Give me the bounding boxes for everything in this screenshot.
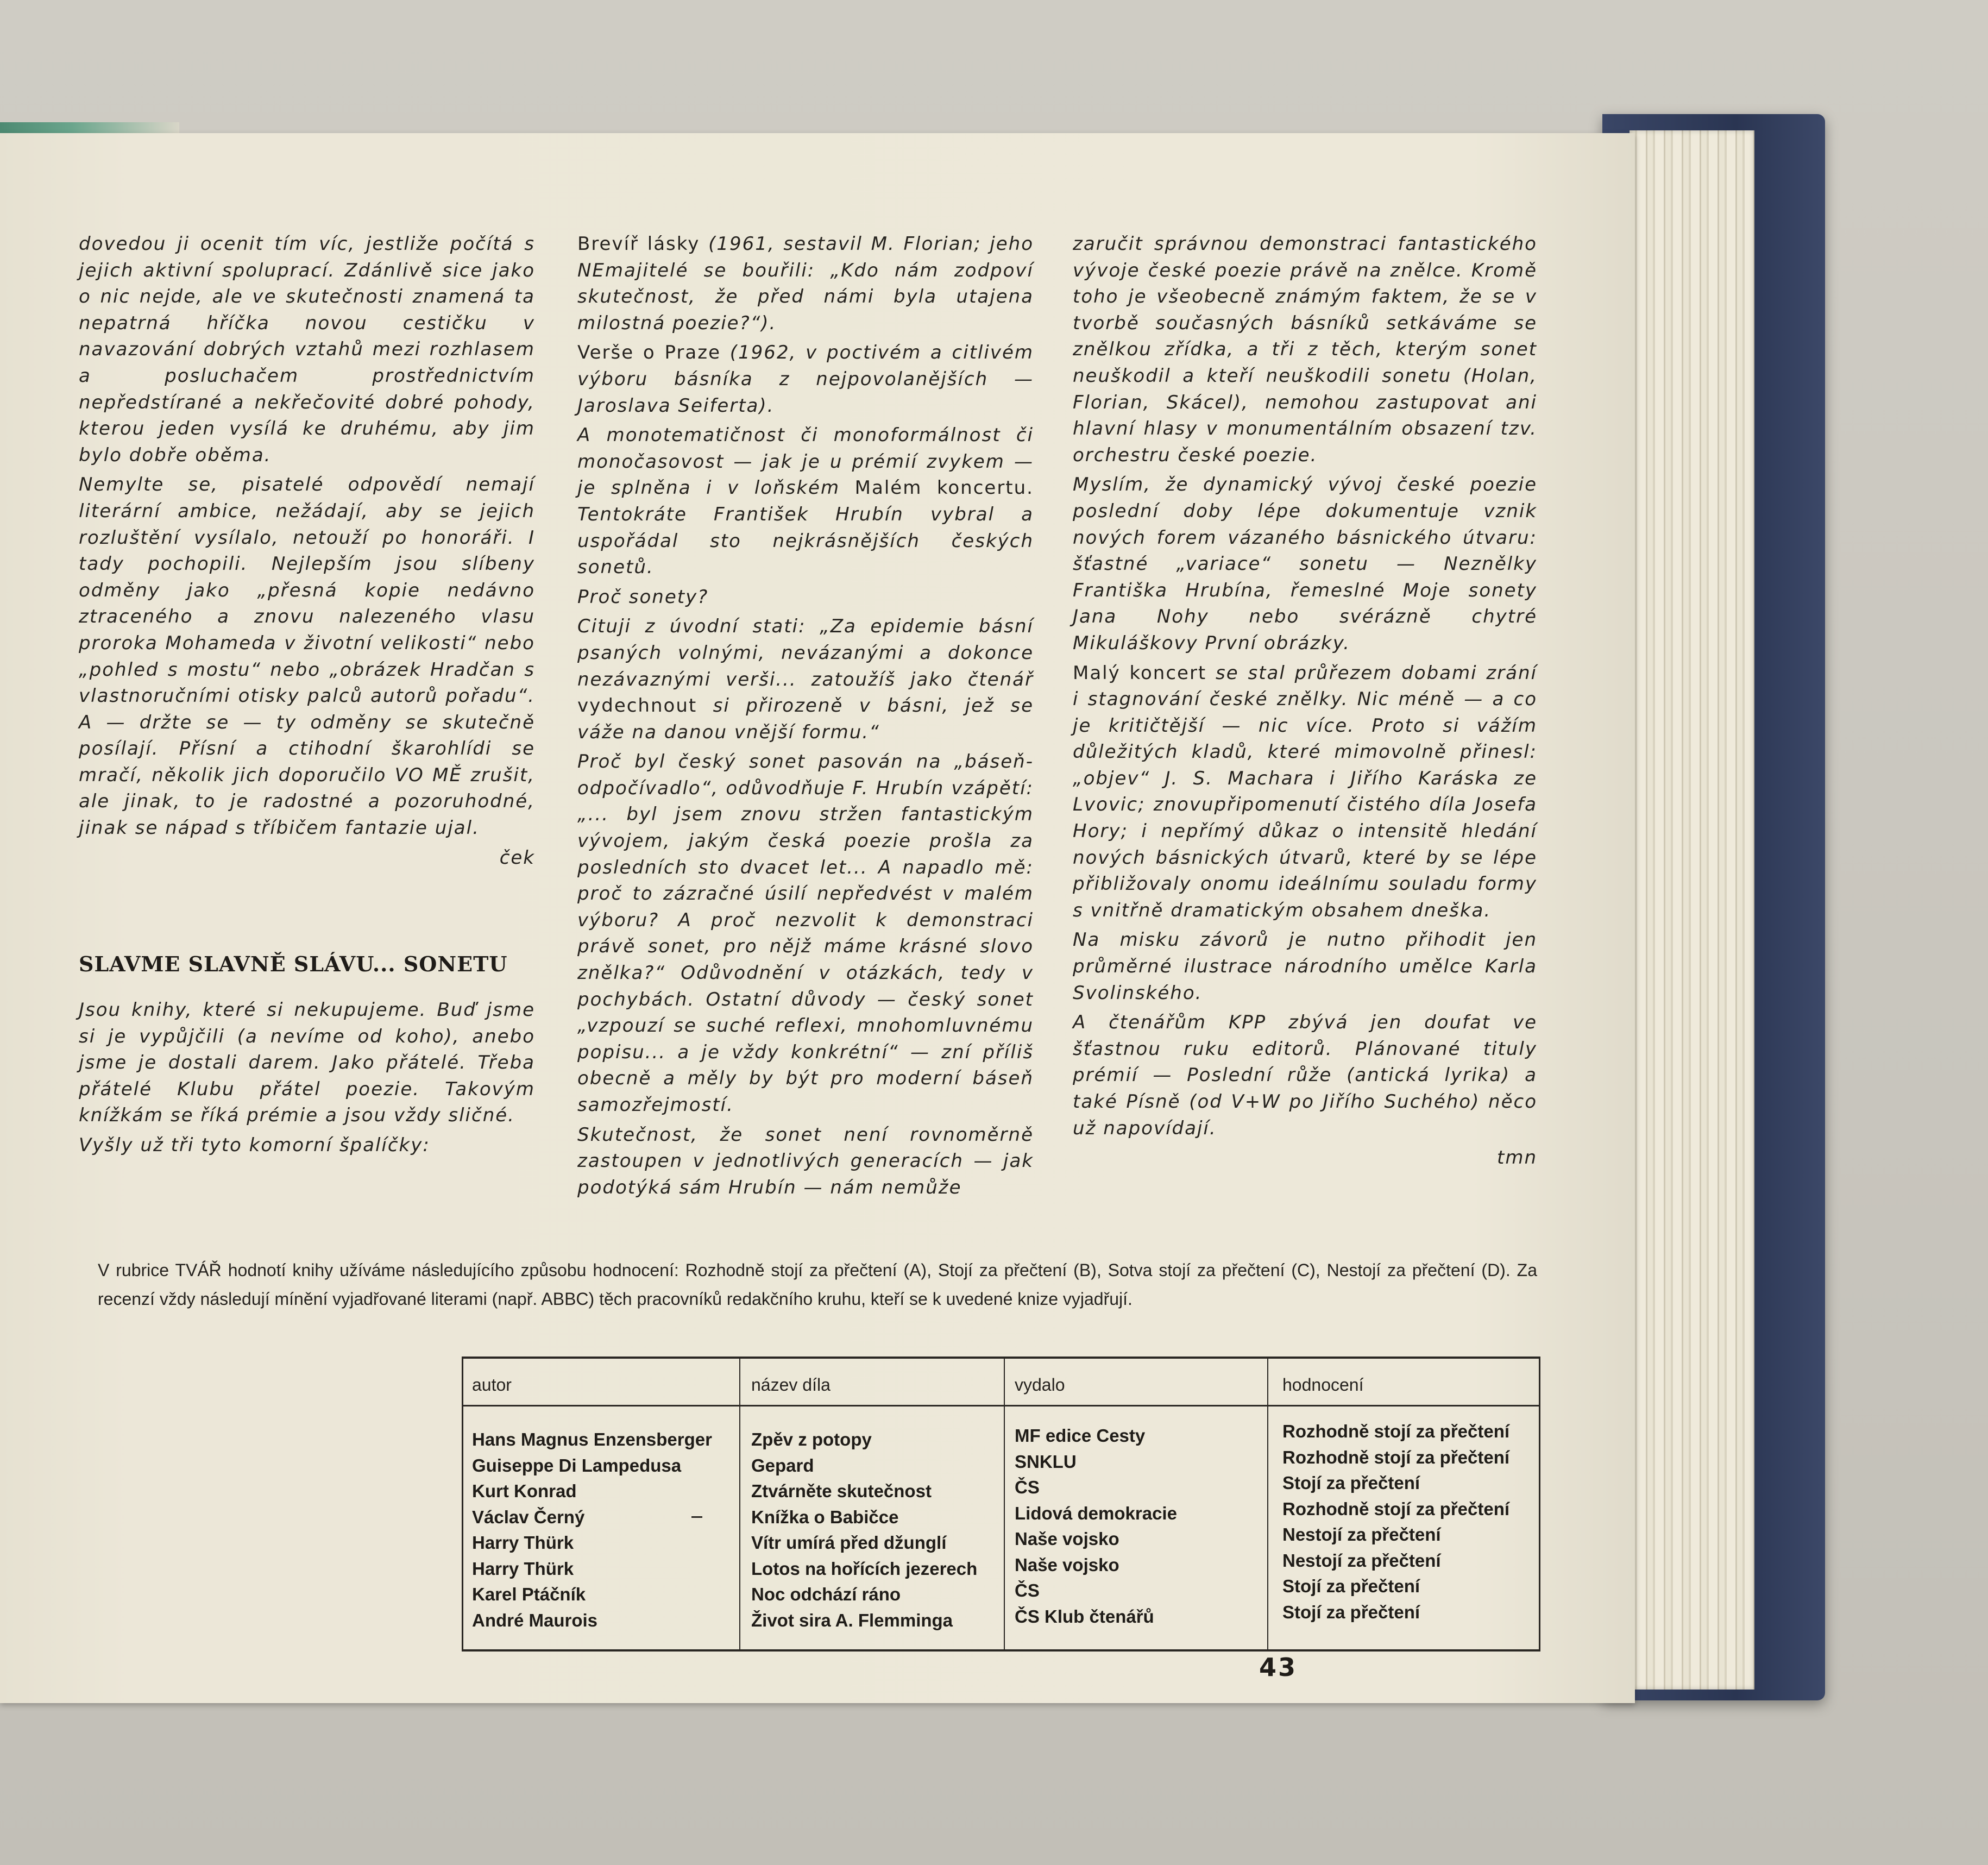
table-cell: Zpěv z potopy [751,1429,872,1449]
paragraph-text: A monotematičnost či monoformálnost či monočasovost — jak je u prémií zvykem — je splněna i v loňském [577,424,1034,499]
table-cell: Naše vojsko [1015,1529,1119,1549]
book-title: Malý koncert [1073,662,1207,684]
page-number: 43 [1259,1653,1298,1682]
column-hodnoceni [1282,1418,1509,1625]
table-cell: Stojí za přečtení [1282,1602,1420,1622]
paragraph [577,231,1034,336]
paragraph: Nemylte se, pisatelé odpovědí nemají literární ambice, nežádají, aby se jejich rozluštění vysílalo, netouží po honoráři. I tady pochopili. Nejlepším jsou slíbeny odměny jako „přesná kopie nedávno ztraceného a znovu nalezeného vlasu proroka Mohameda v životní velikosti“ nebo „pohled s mostu“ nebo „obrázek Hradčan s vlastnoručními otisky palců autorů pořadu“. A — držte se — ty odměny se skutečně posílají. Přísní a ctihodní škarohlídi se mračí, několik jich doporučilo VO MĚ zrušit, ale jinak, to je radostné a pozoruhodné, jinak se nápad s tříbičem fantazie ujal. [79,474,535,839]
book-title: Brevíř lásky [577,233,700,255]
table-cell: Nestojí za přečtení [1282,1550,1441,1571]
paragraph: Proč byl český sonet pasován na „báseň-odpočívadlo“, odůvodňuje F. Hrubín vzápětí: „... byl jsem znovu stržen fantastickým vývojem, jakým česká poezie prošla za posledních sto dvacet let... A napadlo mě: proč to zázračné úsilí nepředvést v malém výboru? A proč nezvolit k demonstraci právě sonet, pro nějž máme krásné slovo znělka?“ Odůvodnění v otázkách, tedy v pochybách. Ostatní důvody — český sonet „vzpouzí se suché reflexi, mnohomluvnému popisu... a je vždy konkrétní“ — zní příliš obecně a měly by být pro moderní báseň samozřejmostí. [577,751,1034,1116]
table-cell: Lidová demokracie [1015,1503,1177,1523]
book-title: Verše o Praze [577,342,721,364]
author-signature: ček [499,846,535,869]
paragraph: Vyšly už tři tyto komorní špalíčky: [79,1134,430,1156]
header-nazev: název díla [751,1375,831,1395]
rating-note: V rubrice TVÁŘ hodnotí knihy užíváme následujícího způsobu hodnocení: Rozhodně stojí za přečtení (A), Stojí za přečtení (B), Sotva stojí za přečtení (C), Nestojí za přečtení (D). Za recenzí vždy následují mínění vyjadřované literami (např. ABBC) těch pracovníků redakčního kruhu, kteří se k uvedené knize vyjadřují. [98,1260,1537,1309]
stray-mark [691,1516,702,1518]
table-cell: Karel Ptáčník [472,1584,586,1604]
table-cell: Harry Thürk [472,1558,574,1579]
column-vydalo [1015,1423,1177,1629]
table-cell: Vítr umírá před džunglí [751,1533,947,1553]
paragraph: Skutečnost, že sonet není rovnoměrně zastoupen v jednotlivých generacích — jak podotýká sám Hrubín — nám nemůže [577,1123,1034,1198]
author-signature: tmn [1497,1147,1537,1169]
page-edges [1630,130,1754,1690]
paragraph: zaručit správnou demonstraci fantastického vývoje české poezie právě na znělce. Kromě toho je všeobecně známým faktem, že se v tvorbě současných básníků setkáváme se znělkou zřídka, a tři z těch, kterým sonet neuškodil a kteří neuškodili sonetu (Holan, Florian, Skácel), nemohou zastupovat ani hlavní hlasy v monumentálním obsazení tzv. orchestru české poezie. [1073,233,1537,466]
paragraph-text: Tentokráte František Hrubín vybral a uspořádal sto nejkrásnějších českých sonetů. [577,503,1034,579]
paragraph [1073,660,1537,924]
paragraph: Proč sonety? [577,586,709,608]
column-nazev [751,1427,977,1633]
table-cell: Guiseppe Di Lampedusa [472,1455,682,1475]
table-header [463,1359,1539,1406]
table-cell: Ztvárněte skutečnost [751,1481,932,1501]
table-cell: Stojí za přečtení [1282,1576,1420,1596]
paragraph-text: se stal průřezem dobami zrání i stagnování české znělky. Nic méně — a co je kritičtější — nic více. Proto si vážím důležitých kladů, které mimovolně přinesl: „objev“ J. S. Machara i Jiřího Karáska ze Lvovic; znovupřipomenutí čistého díla Josefa Hory; i nepřímý důkaz o intensitě hledání nových básnických útvarů, které by se lépe přibližovaly onomu ideálnímu souladu formy s vnitřně dramatickým obsahem dneška. [1073,662,1537,921]
paragraph: dovedou ji ocenit tím víc, jestliže počítá s jejich aktivní spoluprací. Zdánlivě sice jako o nic nejde, ale ve skutečnosti znamená ta nepatrná hříčka novou cestičku v navazování dobrých vztahů mezi rozhlasem a posluchačem prostřednictvím nepředstírané a nekřečovité dobré pohody, kterou jeden vysílá ke druhému, aby jim bylo dobře oběma. [79,233,535,466]
paragraph [577,613,1034,745]
ratings-table [462,1357,1540,1652]
column-left [79,231,535,871]
paragraph: A čtenářům KPP zbývá jen doufat ve šťastnou ruku editorů. Plánované tituly prémií — Poslední růže (antická lyrika) a také Písně (od V+W po Jiřího Suchého) něco už napovídají. [1073,1012,1537,1139]
table-cell: ČS Klub čtenářů [1015,1606,1154,1627]
paragraph-text: si přirozeně v básni, jež se váže na danou vnější formu.“ [577,695,1034,743]
column-autor [472,1427,712,1633]
table-cell: MF edice Cesty [1015,1426,1146,1446]
table-cell: Rozhodně stojí za přečtení [1282,1447,1510,1467]
book-title: Malém koncertu. [854,477,1034,499]
table-cell: ČS [1015,1580,1040,1600]
table-cell: Nestojí za přečtení [1282,1524,1441,1544]
table-cell: Rozhodně stojí za přečtení [1282,1498,1510,1519]
column-divider [1004,1359,1005,1649]
paragraph-text: (1962, v poctivém a citlivém výboru básníka z nejpovolanějších — Jaroslava Seiferta). [577,342,1034,417]
table-cell: Harry Thürk [472,1533,574,1553]
table-cell: Noc odchází ráno [751,1584,901,1604]
paragraph-text: Cituji z úvodní stati: „Za epidemie básní psaných volnými, nevázanými a dokonce nezávaznými verši... zatoužíš jako čtenář [577,616,1034,690]
header-hodnoceni: hodnocení [1282,1375,1364,1395]
table-cell: Hans Magnus Enzensberger [472,1429,712,1449]
header-autor: autor [472,1375,512,1395]
table-cell: Život sira A. Flemminga [751,1610,953,1630]
table-cell: Lotos na hořících jezerech [751,1558,978,1579]
table-cell: Václav Černý [472,1506,585,1527]
paragraph: Na misku závorů je nutno přihodit jen průměrné ilustrace národního umělce Karla Svolinského. [1073,929,1537,1004]
column-left-lower [79,997,535,1162]
table-cell: Gepard [751,1455,814,1475]
paragraph-text: (1961, sestavil M. Florian; jeho NEmajitelé se bouřili: „Kdo nám zodpoví skutečnost, že před námi byla utajena milostná poezie?“). [577,233,1034,334]
table-cell: SNKLU [1015,1451,1077,1472]
facing-page-edge [0,122,179,134]
column-middle [577,231,1034,1204]
article-heading: SLAVME SLAVNĚ SLÁVU... SONETU [79,952,508,976]
table-cell: Knížka o Babičce [751,1506,899,1527]
table-cell: André Maurois [472,1610,598,1630]
column-divider [1267,1359,1268,1649]
table-cell: Stojí za přečtení [1282,1473,1420,1493]
table-cell: Kurt Konrad [472,1481,577,1501]
paragraph [577,422,1034,581]
table-cell: Naše vojsko [1015,1554,1119,1575]
column-divider [739,1359,740,1649]
table-cell: ČS [1015,1477,1040,1497]
paragraph [577,340,1034,419]
header-vydalo: vydalo [1015,1375,1065,1395]
column-right [1073,231,1537,1171]
table-cell: Rozhodně stojí za přečtení [1282,1421,1510,1441]
paragraph: Jsou knihy, které si nekupujeme. Buď jsme si je vypůjčili (a nevíme od koho), anebo jsme je dostali darem. Jako přátelé. Třeba přátelé Klubu přátel poezie. Takovým knížkám se říká prémie a jsou vždy sličné. [79,999,535,1127]
emphasis: vydechnout [577,695,697,717]
paragraph: Myslím, že dynamický vývoj české poezie poslední doby lépe dokumentuje vznik nových forem vázaného básnického útvaru: šťastné „variace“ sonetu — Neznělky Františka Hrubína, řemeslné Moje sonety Jana Nohy nebo svérázně chytré Mikuláškovy První obrázky. [1073,474,1537,654]
